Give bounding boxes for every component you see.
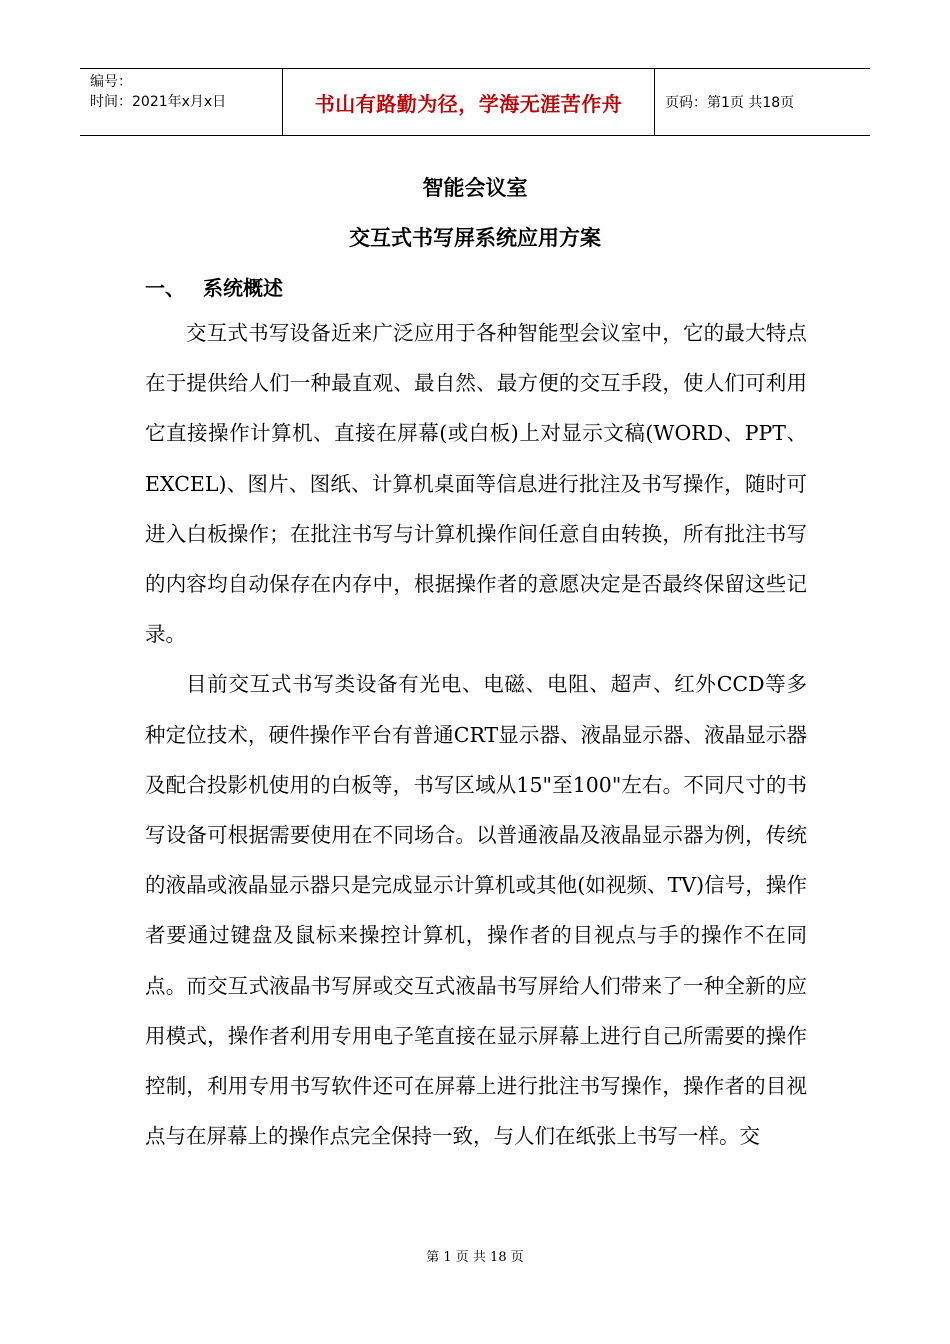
page-header bbox=[80, 68, 870, 136]
paragraph: 交互式书写设备近来广泛应用于各种智能型会议室中，它的最大特点在于提供给人们一种最直观、最自然、最方便的交互手段，使人们可利用它直接操作计算机、直接在屏幕(或白板)上对显示文稿(WORD、PPT、EXCEL)、图片、图纸、计算机桌面等信息进行批注及书写操作，随时可进入白板操作；在批注书写与计算机操作间任意自由转换，所有批注书写的内容均自动保存在内存中，根据操作者的意愿决定是否最终保留这些记录。 bbox=[145, 321, 807, 647]
paragraph: 目前交互式书写类设备有光电、电磁、电阻、超声、红外CCD等多种定位技术，硬件操作平台有普通CRT显示器、液晶显示器、液晶显示器及配合投影机使用的白板等，书写区域从15"至100"左右。不同尺寸的书写设备可根据需要使用在不同场合。以普通液晶及液晶显示器为例，传统的液晶或液晶显示器只是完成显示计算机或其他(如视频、TV)信号，操作者要通过键盘及鼠标来操控计算机，操作者的目视点与手的操作不在同点。而交互式液晶书写屏或交互式液晶书写屏给人们带来了一种全新的应用模式，操作者利用专用电子笔直接在显示屏幕上进行自己所需要的操作控制，利用专用书写软件还可在屏幕上进行批注书写操作，操作者的目视点与在屏幕上的操作点完全保持一致，与人们在纸张上书写一样。交 bbox=[145, 672, 807, 1149]
document-number-label: 编号： bbox=[90, 74, 132, 90]
document-title-line1: 智能会议室 bbox=[422, 176, 528, 200]
section-body bbox=[145, 308, 807, 1161]
page-footer: 第 1 页 共 18 页 bbox=[426, 1250, 524, 1265]
document-time-label: 时间：2021年x月x日 bbox=[90, 94, 227, 110]
document-title-line2: 交互式书写屏系统应用方案 bbox=[349, 226, 601, 250]
section-heading bbox=[145, 272, 283, 301]
header-page-info: 页码：第1页 共18页 bbox=[665, 95, 795, 111]
header-meta bbox=[80, 69, 283, 135]
header-motto: 书山有路勤为径，学海无涯苦作舟 bbox=[283, 69, 655, 135]
section-number: 一、 bbox=[145, 276, 185, 300]
section-title: 系统概述 bbox=[203, 276, 283, 300]
